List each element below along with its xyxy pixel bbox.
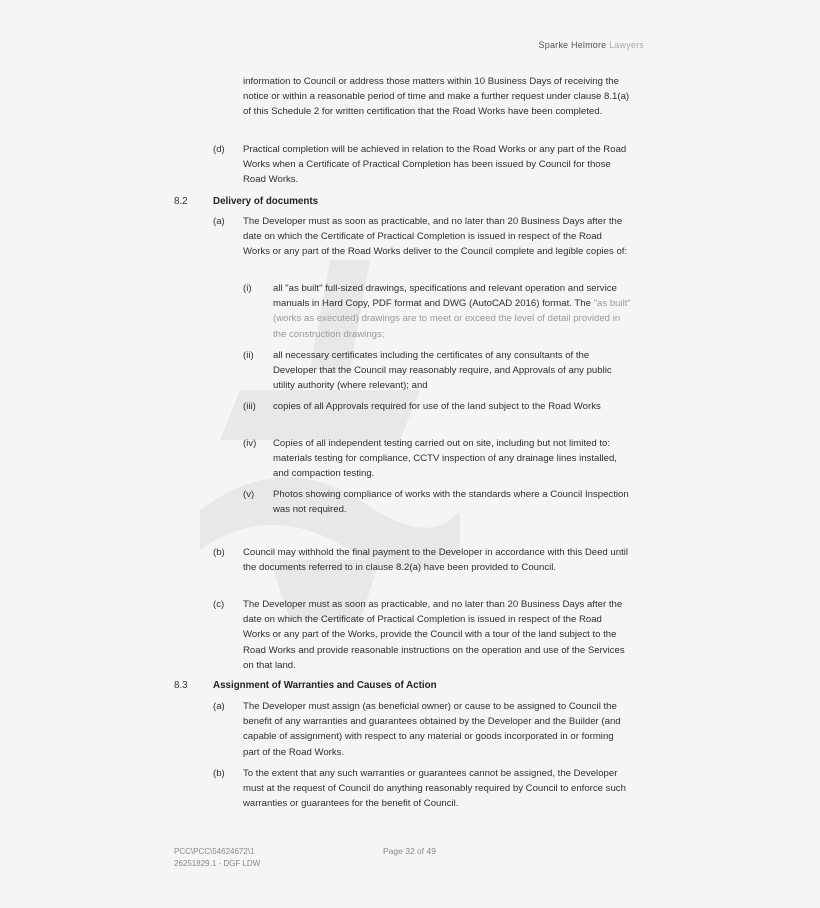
subitem-i-text <box>273 281 631 342</box>
subitem-i-main: all "as built" full-sized drawings, specifications and relevant operation and service manuals in Hard Copy, PDF format and DWG (AutoCAD 2016) format. The <box>273 283 617 310</box>
subitem-iv-text: Copies of all independent testing carried out on site, including but not limited to: materials testing for compliance, CCTV inspection of any drainage lines installed, and compaction testing. <box>273 438 617 480</box>
item-8-2-a-marker: (a) <box>213 216 225 227</box>
firm-name: Sparke Helmore <box>538 40 607 50</box>
item-8-2-b-text: Council may withhold the final payment to the Developer in accordance with this Deed until the documents referred to in clause 8.2(a) have been provided to Council. <box>243 547 629 574</box>
subitem-iii-text: copies of all Approvals required for use of the land subject to the Road Works <box>273 401 601 412</box>
subitem-ii-text: all necessary certificates including the certificates of any consultants of the Developer that the Council may reasonably require, and Approvals of any public utility authority (where relevant); and <box>273 350 612 392</box>
item-8-3-a-text: The Developer must assign (as beneficial owner) or cause to be assigned to Council the benefit of any warranties and guarantees obtained by the Developer and the Builder (and capable of assignment) with respect to any material or goods incorporated in or forming part of the Road Works. <box>243 701 621 758</box>
subitem-iii-marker: (iii) <box>243 401 256 412</box>
item-d-text: Practical completion will be achieved in relation to the Road Works or any part of the Road Works when a Certificate of Practical Completion has been issued by Council for those Road Works. <box>243 144 627 186</box>
subitem-ii-marker: (ii) <box>243 350 254 361</box>
subitem-i-marker: (i) <box>243 283 252 294</box>
firm-suffix: Lawyers <box>609 40 644 50</box>
item-8-2-c-marker: (c) <box>213 599 225 610</box>
section-8-2-number: 8.2 <box>174 196 188 207</box>
item-8-2-b-marker: (b) <box>213 547 225 558</box>
section-8-3-title: Assignment of Warranties and Causes of Action <box>213 680 437 691</box>
item-8-3-b-text: To the extent that any such warranties or guarantees cannot be assigned, the Developer must at the request of Council do anything reasonably required by Council to enforce such warranties or guarantees for the benefit of Council. <box>243 768 626 810</box>
item-8-2-a-text: The Developer must as soon as practicable, and no later than 20 Business Days after the date on which the Certificate of Practical Completion is issued in respect of the Road Works or any part of the Road Works deliver to the Council complete and legible copies of: <box>243 216 628 258</box>
item-d-marker: (d) <box>213 144 225 155</box>
page-number: Page 32 of 49 <box>383 846 436 856</box>
footer-doc-ref <box>174 846 260 870</box>
item-8-3-a-marker: (a) <box>213 701 225 712</box>
subitem-iv-marker: (iv) <box>243 438 257 449</box>
subitem-i-faded: "as built" (works as executed) drawings are to meet or exceed the level of detail provided in the construction drawings; <box>273 298 631 340</box>
footer-doc-ref-line-1: PCC\PCC\54624672\1 <box>174 847 255 856</box>
item-8-2-c-text: The Developer must as soon as practicable, and no later than 20 Business Days after the date on which the Certificate of Practical Completion is issued in respect of the Road Works or any part of the Works, provide the Council with a tour of the land subject to the Road Works and provide reasonable instructions on the operation and use of the Services on that land. <box>243 599 625 671</box>
page-header <box>539 40 644 50</box>
continued-paragraph: information to Council or address those matters within 10 Business Days of receiving the notice or within a reasonable period of time and make a further request under clause 8.1(a) of this Schedule 2 for written certification that the Road Works have been completed. <box>243 76 630 118</box>
subitem-v-text: Photos showing compliance of works with the standards where a Council Inspection was not required. <box>273 489 629 516</box>
section-8-3-number: 8.3 <box>174 680 188 691</box>
subitem-v-marker: (v) <box>243 489 255 500</box>
item-8-3-b-marker: (b) <box>213 768 225 779</box>
section-8-2-title: Delivery of documents <box>213 196 319 207</box>
footer-doc-ref-line-2: 26251829.1 - DGF LDW <box>174 859 261 868</box>
